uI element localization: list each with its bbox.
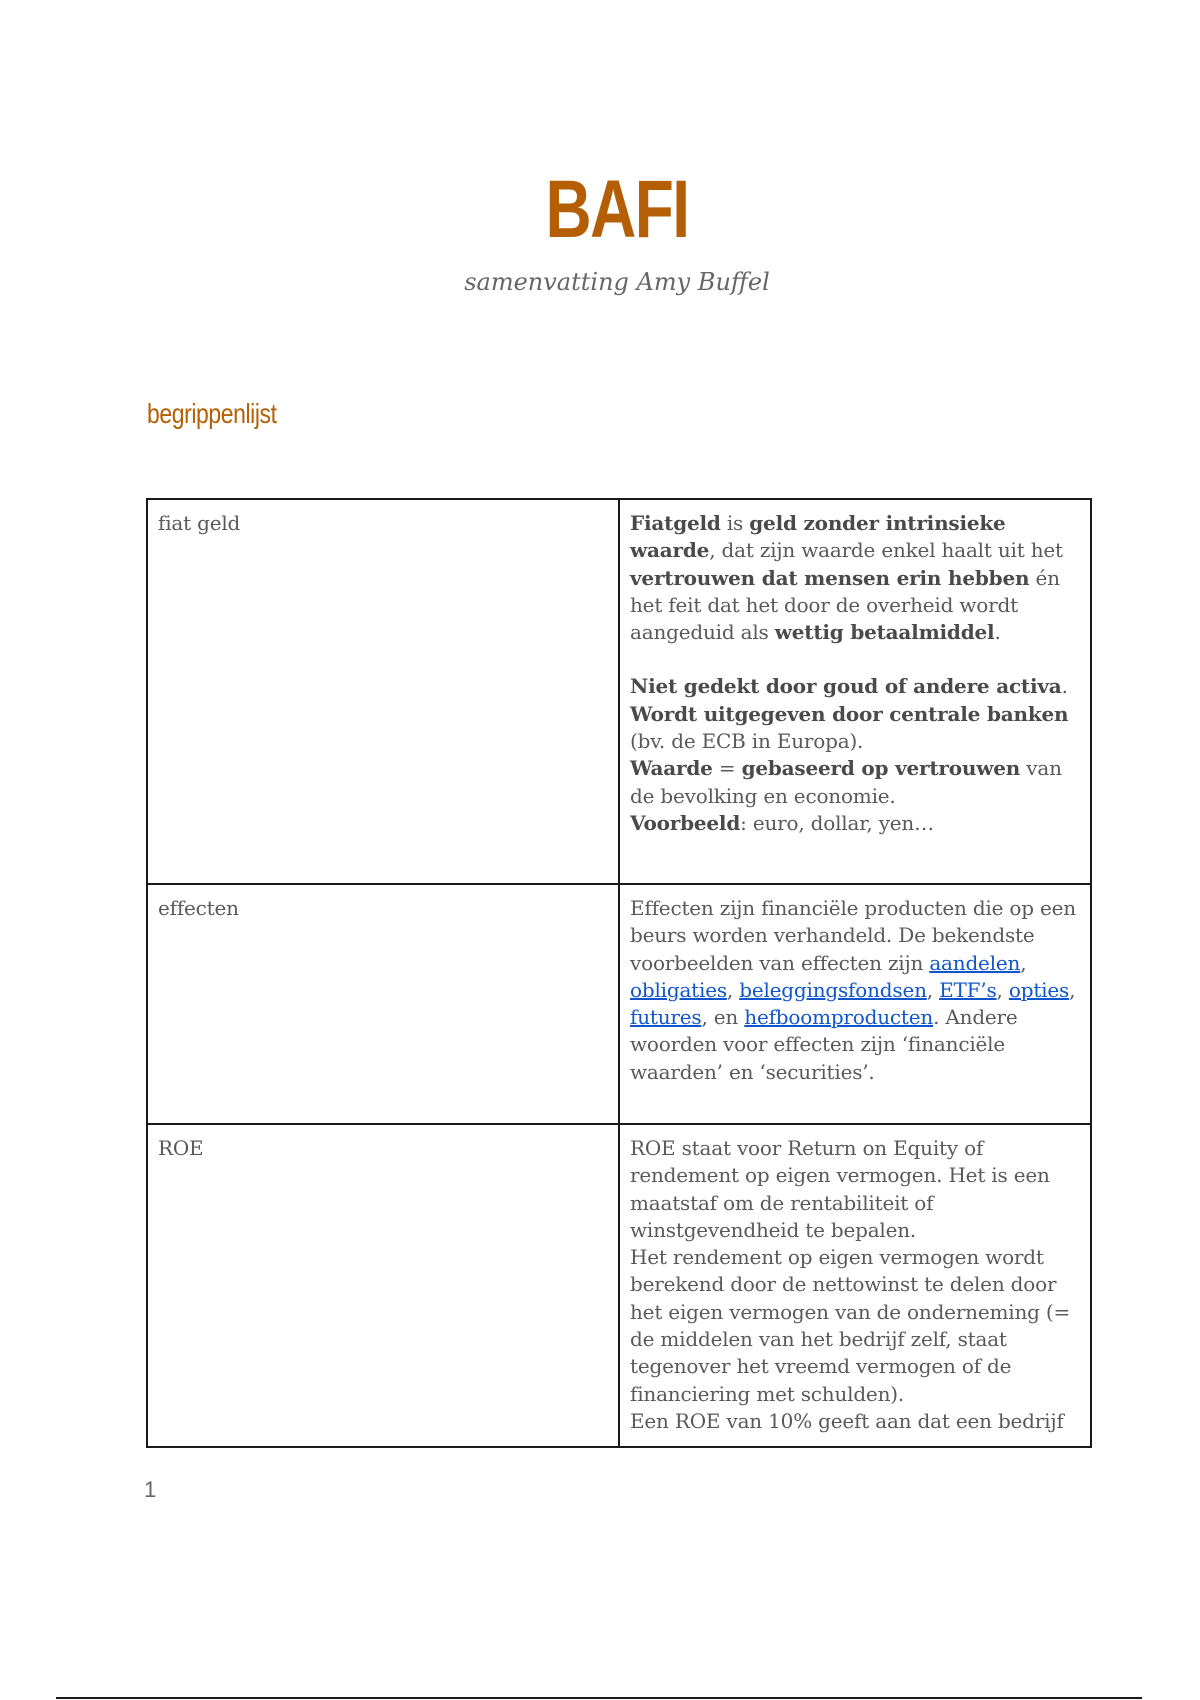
definition-cell: [619, 884, 1091, 1124]
bold-text: wettig betaalmiddel: [774, 620, 995, 645]
text: =: [712, 756, 742, 781]
term-label: ROE: [158, 1136, 204, 1160]
table-row: [147, 1124, 1091, 1447]
term-cell: [147, 1124, 619, 1447]
text: van de bevolking en economie.: [630, 756, 1062, 808]
term-label: effecten: [158, 896, 239, 920]
definition-paragraph: Het rendement op eigen vermogen wordt berekend door de nettowinst te delen door het eigen vermogen van de onderneming (= de middelen van het bedrijf zelf, staat tegenover het vreemd vermogen of de financiering met schulden).: [630, 1245, 1071, 1406]
link-obligaties[interactable]: obligaties: [630, 977, 727, 1002]
text: Effecten zijn financiële producten die op een beurs worden verhandeld. De bekendste voorbeelden van effecten zijn: [630, 896, 1076, 975]
link-beleggingsfondsen[interactable]: beleggingsfondsen: [739, 977, 927, 1002]
bold-text: Waarde: [630, 756, 713, 781]
document-title: BAFI: [545, 164, 689, 255]
table-row: [147, 499, 1091, 884]
bold-text: vertrouwen dat mensen erin hebben: [630, 565, 1030, 590]
section-heading: begrippenlijst: [147, 398, 277, 429]
definition-paragraph: [630, 510, 1080, 646]
text: , dat zijn waarde enkel haalt uit het: [709, 538, 1063, 563]
definition-paragraph: [630, 673, 1080, 837]
definition-cell: [619, 499, 1091, 884]
glossary-table: [146, 498, 1092, 1448]
link-futures[interactable]: futures: [630, 1005, 702, 1030]
bold-text: Fiatgeld: [630, 511, 721, 535]
term-label: fiat geld: [158, 511, 241, 535]
text: is: [720, 511, 750, 535]
term-cell: [147, 884, 619, 1124]
link-aandelen[interactable]: aandelen: [929, 950, 1021, 975]
text: .: [1061, 674, 1068, 699]
bold-text: Voorbeeld: [630, 810, 741, 835]
table-row: [147, 884, 1091, 1124]
term-cell: [147, 499, 619, 884]
link-opties[interactable]: opties: [1008, 977, 1070, 1002]
text: (bv. de ECB in Europa).: [630, 729, 864, 754]
page-divider: [56, 1697, 1142, 1699]
link-hefboomproducten[interactable]: hefboomproducten: [744, 1005, 934, 1030]
definition-cell: [619, 1124, 1091, 1447]
bold-text: geld zonder intrinsieke waarde: [630, 511, 1006, 563]
page-number: 1: [144, 1477, 157, 1502]
bold-text: Niet gedekt door goud of andere activa: [630, 674, 1062, 699]
document-subtitle: samenvatting Amy Buffel: [464, 268, 770, 296]
text: : euro, dollar, yen…: [740, 810, 934, 835]
definition-paragraph: ROE staat voor Return on Equity of rendement op eigen vermogen. Het is een maatstaf om de rentabiliteit of winstgevendheid te bepalen.: [630, 1136, 1050, 1242]
text: . Andere woorden voor effecten zijn ‘financiële waarden’ en ‘securities’.: [630, 1005, 1018, 1084]
definition-paragraph: Een ROE van 10% geeft aan dat een bedrijf: [630, 1408, 1064, 1433]
definition-paragraph: Effecten zijn financiële producten die op een beurs worden verhandeld. De bekendste voorbeelden van effecten zijn aandelen, obligaties, beleggingsfondsen, ETF’s, opties, futures, en hefboomproducten. Andere woorden voor effecten zijn ‘financiële waarden’ en ‘securities’.: [630, 896, 1076, 1084]
bold-text: gebaseerd op vertrouwen: [741, 756, 1021, 781]
link-etfs[interactable]: ETF’s: [939, 977, 997, 1002]
text: .: [994, 620, 1001, 645]
text: én het feit dat het door de overheid wordt aangeduid als: [630, 565, 1060, 645]
bold-text: Wordt uitgegeven door centrale banken: [630, 701, 1069, 726]
